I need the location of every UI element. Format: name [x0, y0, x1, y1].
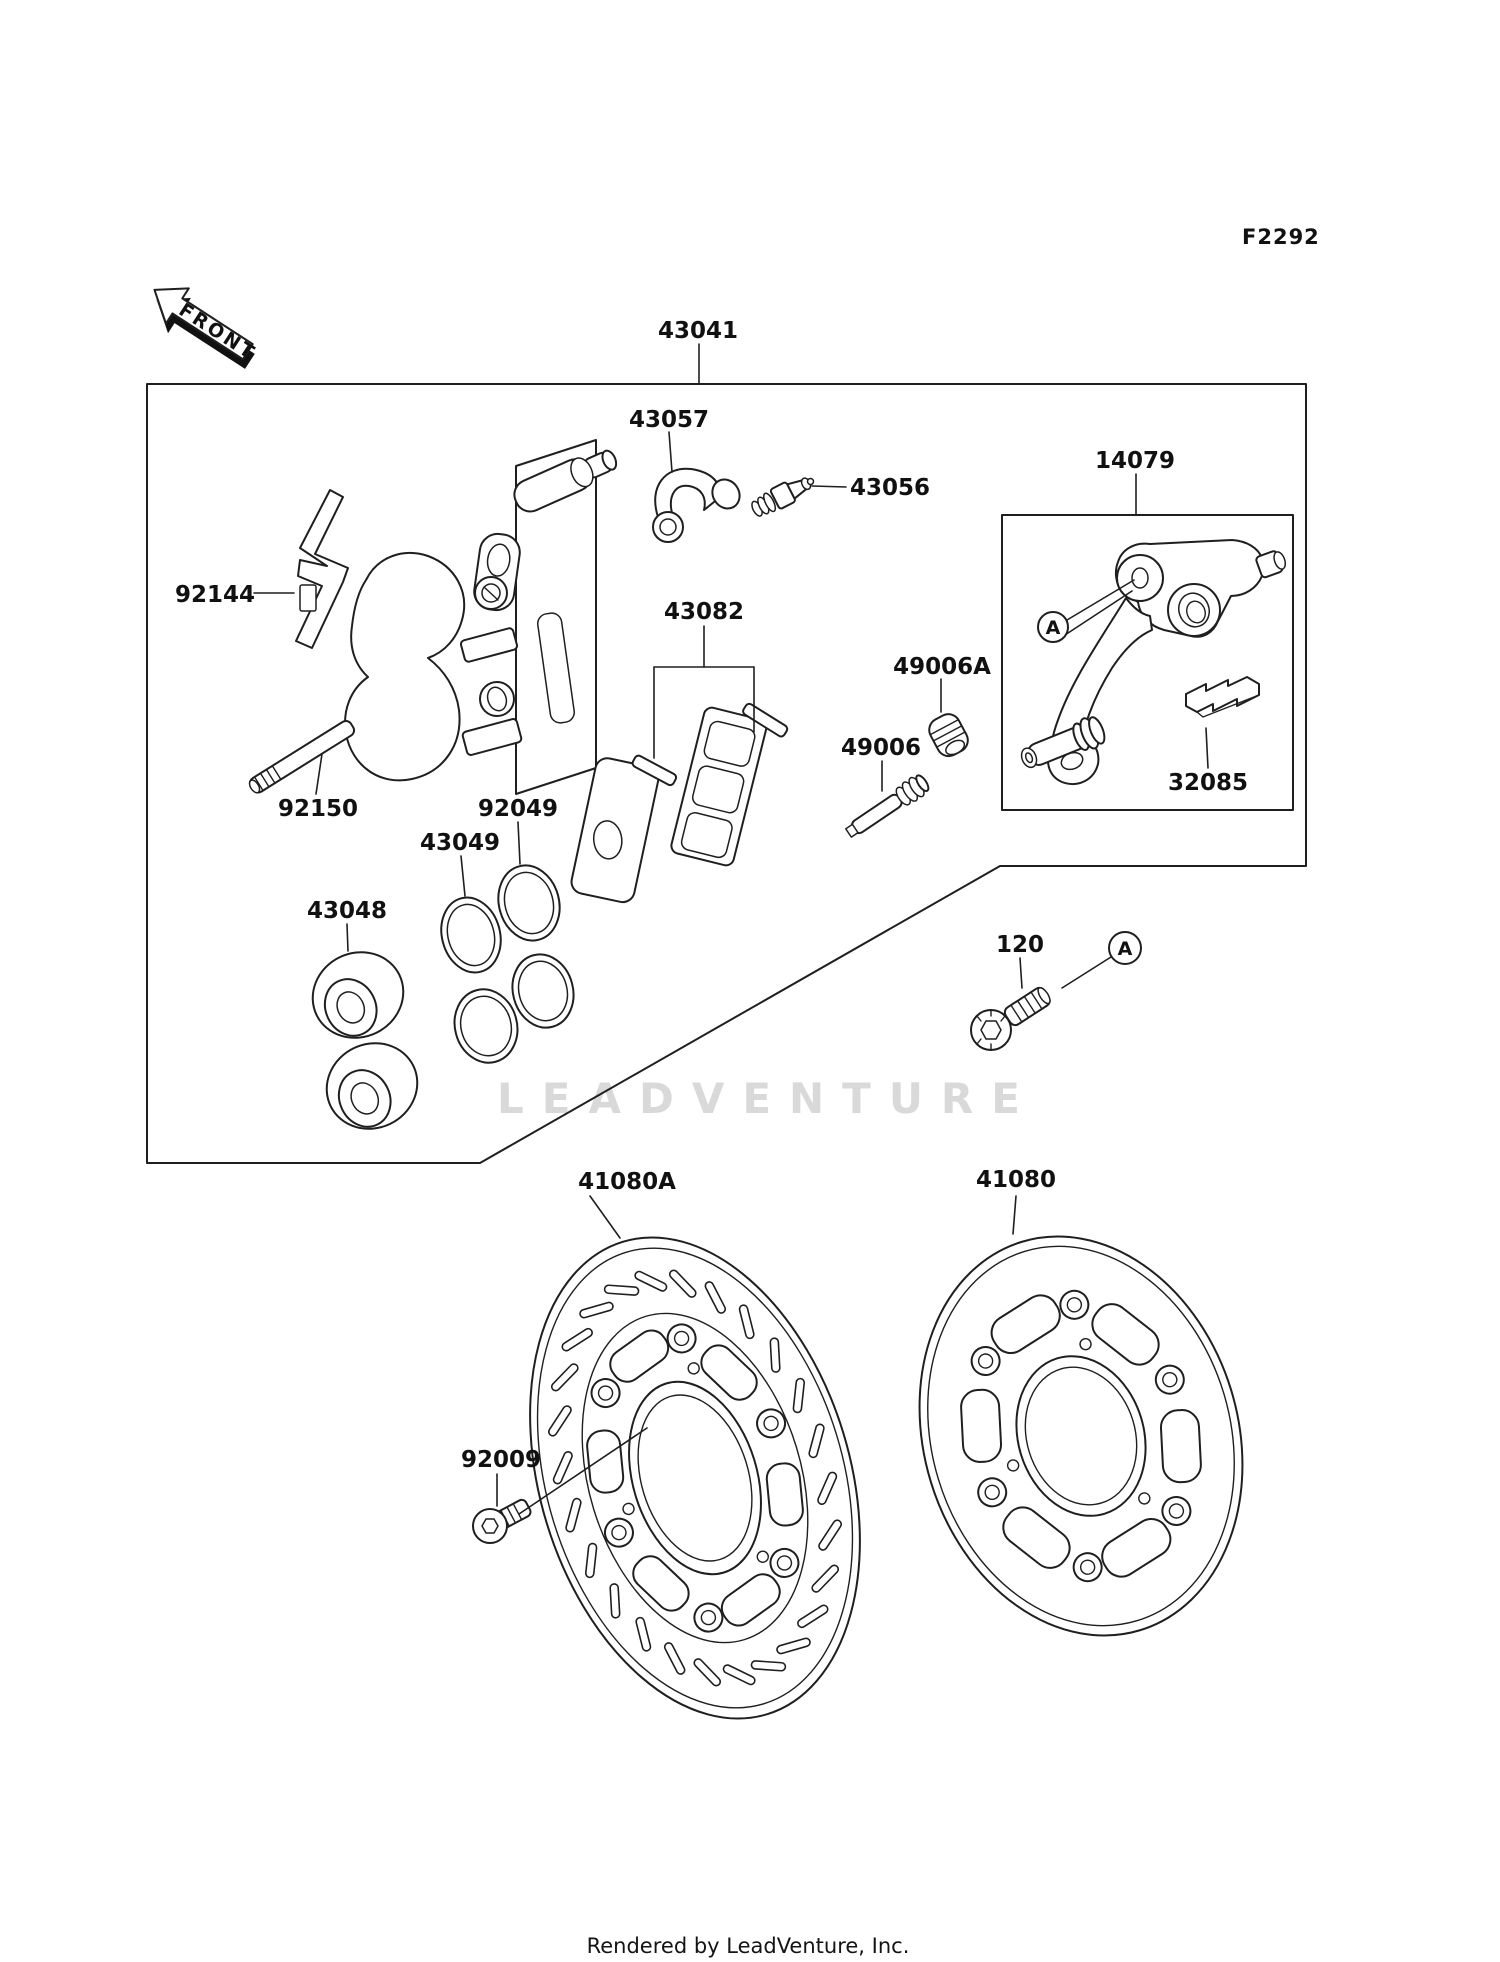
footer-credit: Rendered by LeadVenture, Inc. [586, 1934, 910, 1958]
piston-drawing-1 [298, 937, 418, 1053]
callout-front-disc: 41080 [975, 1167, 1057, 1193]
callout-pad-spring: 92144 [174, 582, 256, 608]
ref-marker-a2-label: A [1117, 938, 1133, 960]
pad-pin-drawing [842, 772, 931, 842]
callout-pad-set: 43082 [663, 599, 745, 625]
disc-slot [770, 1338, 780, 1372]
caliper-front-face [345, 553, 464, 780]
front-disc-a-drawing [475, 1196, 916, 1759]
front-disc-drawing [872, 1196, 1291, 1676]
callout-piston: 43048 [306, 898, 388, 924]
piston-drawing-2 [312, 1028, 432, 1144]
disc-cutout-shape [765, 1462, 804, 1527]
callout-slide-pin: 92150 [277, 796, 359, 822]
caliper-pad-tab-lower [462, 718, 522, 756]
disc-slot [751, 1661, 785, 1671]
callout-front-disc-a: 41080A [578, 1169, 676, 1195]
disc-cutout [1160, 1409, 1202, 1483]
holder-drawing [1017, 540, 1289, 784]
callout-cap-fitting: 43057 [628, 407, 710, 433]
callout-socket-bolt: 120 [995, 932, 1045, 958]
disc-slot-shape [770, 1338, 780, 1372]
socket-bolt-drawing [971, 985, 1053, 1050]
callout-caliper-holder: 14079 [1094, 448, 1176, 474]
disc-cutout [586, 1429, 625, 1494]
disc-cutout-shape [1160, 1409, 1202, 1483]
disc-cutout-shape [586, 1429, 625, 1494]
caliper-pad-tab-upper [460, 627, 518, 662]
disc-slot [604, 1285, 638, 1295]
front-arrow-icon [139, 273, 266, 379]
disc-cutout-shape [960, 1389, 1002, 1463]
callout-bleed-valve: 43056 [850, 475, 931, 501]
pad-guide-drawing [1186, 677, 1259, 717]
ref-marker-a1 [1038, 612, 1068, 642]
brake-pad-right [670, 693, 793, 873]
figure-code: F2292 [1242, 225, 1320, 249]
callout-piston-seal: 43049 [419, 830, 501, 856]
leadventure-watermark: LEADVENTURE [497, 1074, 1038, 1123]
disc-slot-shape [610, 1584, 620, 1618]
callout-bushing: 49006A [893, 654, 991, 680]
disc-slot [610, 1584, 620, 1618]
cap-fitting-drawing [653, 469, 745, 542]
bushing-drawing [925, 710, 972, 760]
caliper-body-drawing [345, 440, 621, 794]
seal-ring-1 [433, 891, 509, 979]
pad-spring-drawing [296, 490, 348, 648]
ref-marker-a1-label: A [1045, 617, 1061, 639]
disc-slot-shape [604, 1285, 638, 1295]
callout-pad-guide: 32085 [1167, 770, 1249, 796]
callout-pad-pin: 49006 [840, 735, 922, 761]
front-arrow-label: FRONT [174, 298, 261, 366]
bleed-valve-drawing [748, 470, 818, 520]
disc-slot-shape [751, 1661, 785, 1671]
callout-dust-seal: 92049 [477, 796, 559, 822]
callout-disc-bolt: 92009 [460, 1447, 542, 1473]
callout-caliper-assembly: 43041 [657, 318, 739, 344]
seal-ring-2 [490, 859, 568, 948]
slide-pin-drawing [247, 719, 356, 796]
ref-marker-a2 [1109, 932, 1141, 964]
disc-bolt-drawing [473, 1498, 532, 1543]
disc-cutout [960, 1389, 1002, 1463]
disc-cutout [765, 1462, 804, 1527]
